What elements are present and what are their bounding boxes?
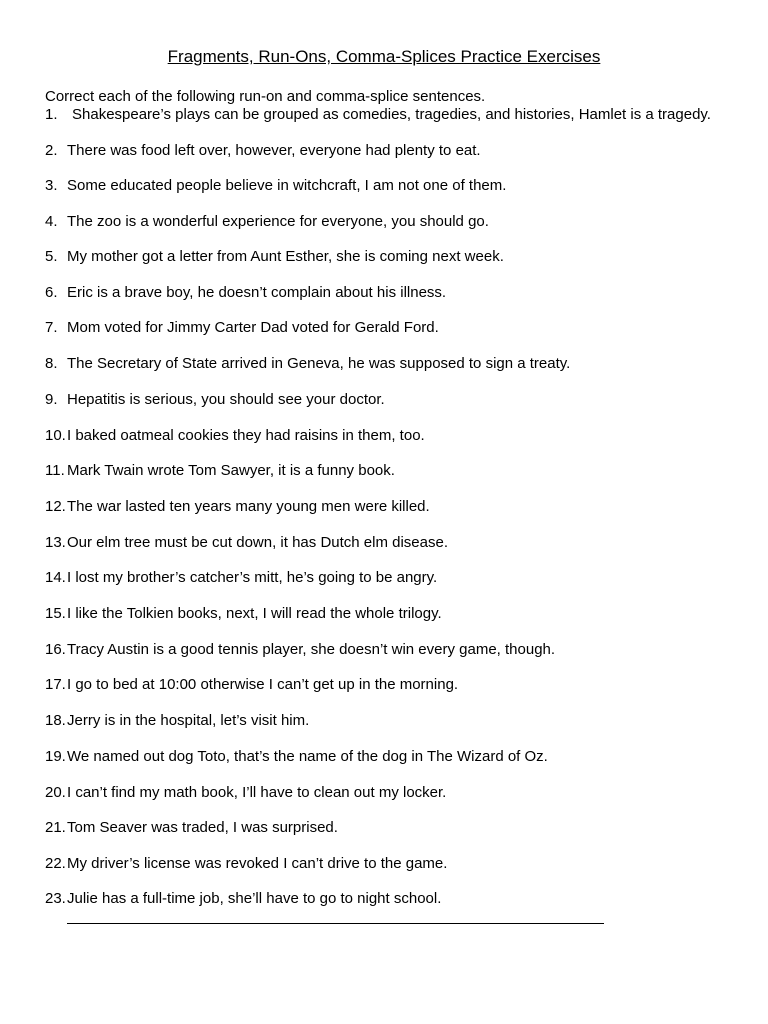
exercise-number: 23. [45,890,66,907]
exercise-number: 19. [45,748,66,765]
exercise-item [45,890,441,908]
exercise-sentence: I can’t find my math book, I’ll have to clean out my locker. [67,784,447,801]
exercise-sentence: Julie has a full-time job, she’ll have to go to night school. [67,890,442,907]
exercise-number: 5. [45,248,58,265]
exercise-item [45,355,570,373]
exercise-item [45,855,447,873]
exercise-number: 6. [45,284,58,301]
exercise-item [45,391,385,409]
exercise-number: 3. [45,177,58,194]
exercise-item [45,177,506,195]
exercise-sentence: Mom voted for Jimmy Carter Dad voted for Gerald Ford. [67,319,439,336]
exercise-item [45,641,555,659]
exercise-number: 11. [45,462,65,479]
exercise-sentence: Eric is a brave boy, he doesn’t complain about his illness. [67,284,447,301]
exercise-item [45,284,446,302]
exercise-item [45,498,430,516]
exercise-number: 4. [45,213,58,230]
exercise-sentence: Jerry is in the hospital, let’s visit him. [67,712,310,729]
exercise-item [45,248,504,266]
exercise-number: 10. [45,427,66,444]
exercise-sentence: There was food left over, however, everyone had plenty to eat. [67,142,481,159]
exercise-sentence: Hepatitis is serious, you should see your doctor. [67,391,385,408]
exercise-number: 12. [45,498,66,515]
exercise-sentence: I lost my brother’s catcher’s mitt, he’s going to be angry. [67,569,438,586]
exercise-number: 16. [45,641,66,658]
exercise-item [45,569,437,587]
exercise-item [45,748,548,766]
exercise-number: 18. [45,712,66,729]
exercise-sentence: Some educated people believe in witchcraft, I am not one of them. [67,177,507,194]
exercise-sentence: Our elm tree must be cut down, it has Dutch elm disease. [67,534,448,551]
exercise-number: 13. [45,534,66,551]
exercise-sentence: The Secretary of State arrived in Geneva, he was supposed to sign a treaty. [67,355,571,372]
document-title: Fragments, Run-Ons, Comma-Splices Practice Exercises [167,47,601,66]
exercise-sentence: I go to bed at 10:00 otherwise I can’t get up in the morning. [67,676,459,693]
exercise-sentence: My mother got a letter from Aunt Esther, she is coming next week. [67,248,504,265]
exercise-item [45,784,446,802]
exercise-item [45,819,338,837]
exercise-sentence: I baked oatmeal cookies they had raisins in them, too. [67,427,425,444]
exercise-number: 17. [45,676,66,693]
exercise-item [45,427,425,445]
exercise-item [45,605,442,623]
exercise-item [45,534,448,552]
exercise-sentence: Tom Seaver was traded, I was surprised. [67,819,338,836]
exercise-number: 21. [45,819,66,836]
exercise-number: 22. [45,855,66,872]
exercise-item [45,319,439,337]
exercise-item [45,213,489,231]
exercise-item [45,462,395,480]
exercise-sentence: We named out dog Toto, that’s the name of the dog in The Wizard of Oz. [67,748,548,765]
exercise-item [45,676,458,694]
exercise-sentence: My driver’s license was revoked I can’t drive to the game. [67,855,448,872]
exercise-number: 8. [45,355,58,372]
exercise-sentence: Tracy Austin is a good tennis player, she doesn’t win every game, though. [67,641,556,658]
exercise-number: 1. [45,106,58,123]
exercise-number: 9. [45,391,58,408]
exercise-sentence: The zoo is a wonderful experience for everyone, you should go. [67,213,489,230]
exercise-sentence: Shakespeare’s plays can be grouped as comedies, tragedies, and histories, Hamlet is a tragedy. [72,106,711,123]
exercise-number: 7. [45,319,58,336]
exercise-number: 15. [45,605,66,622]
exercise-sentence: I like the Tolkien books, next, I will read the whole trilogy. [67,605,442,622]
exercise-sentence: Mark Twain wrote Tom Sawyer, it is a funny book. [67,462,395,479]
exercise-item [45,712,309,730]
exercise-number: 14. [45,569,66,586]
exercise-number: 20. [45,784,66,801]
exercise-number: 2. [45,142,58,159]
horizontal-rule [67,923,604,924]
exercise-item [45,106,711,124]
exercise-sentence: The war lasted ten years many young men were killed. [67,498,430,515]
exercise-item [45,142,481,160]
instructions-text: Correct each of the following run-on and comma-splice sentences. [45,88,486,105]
